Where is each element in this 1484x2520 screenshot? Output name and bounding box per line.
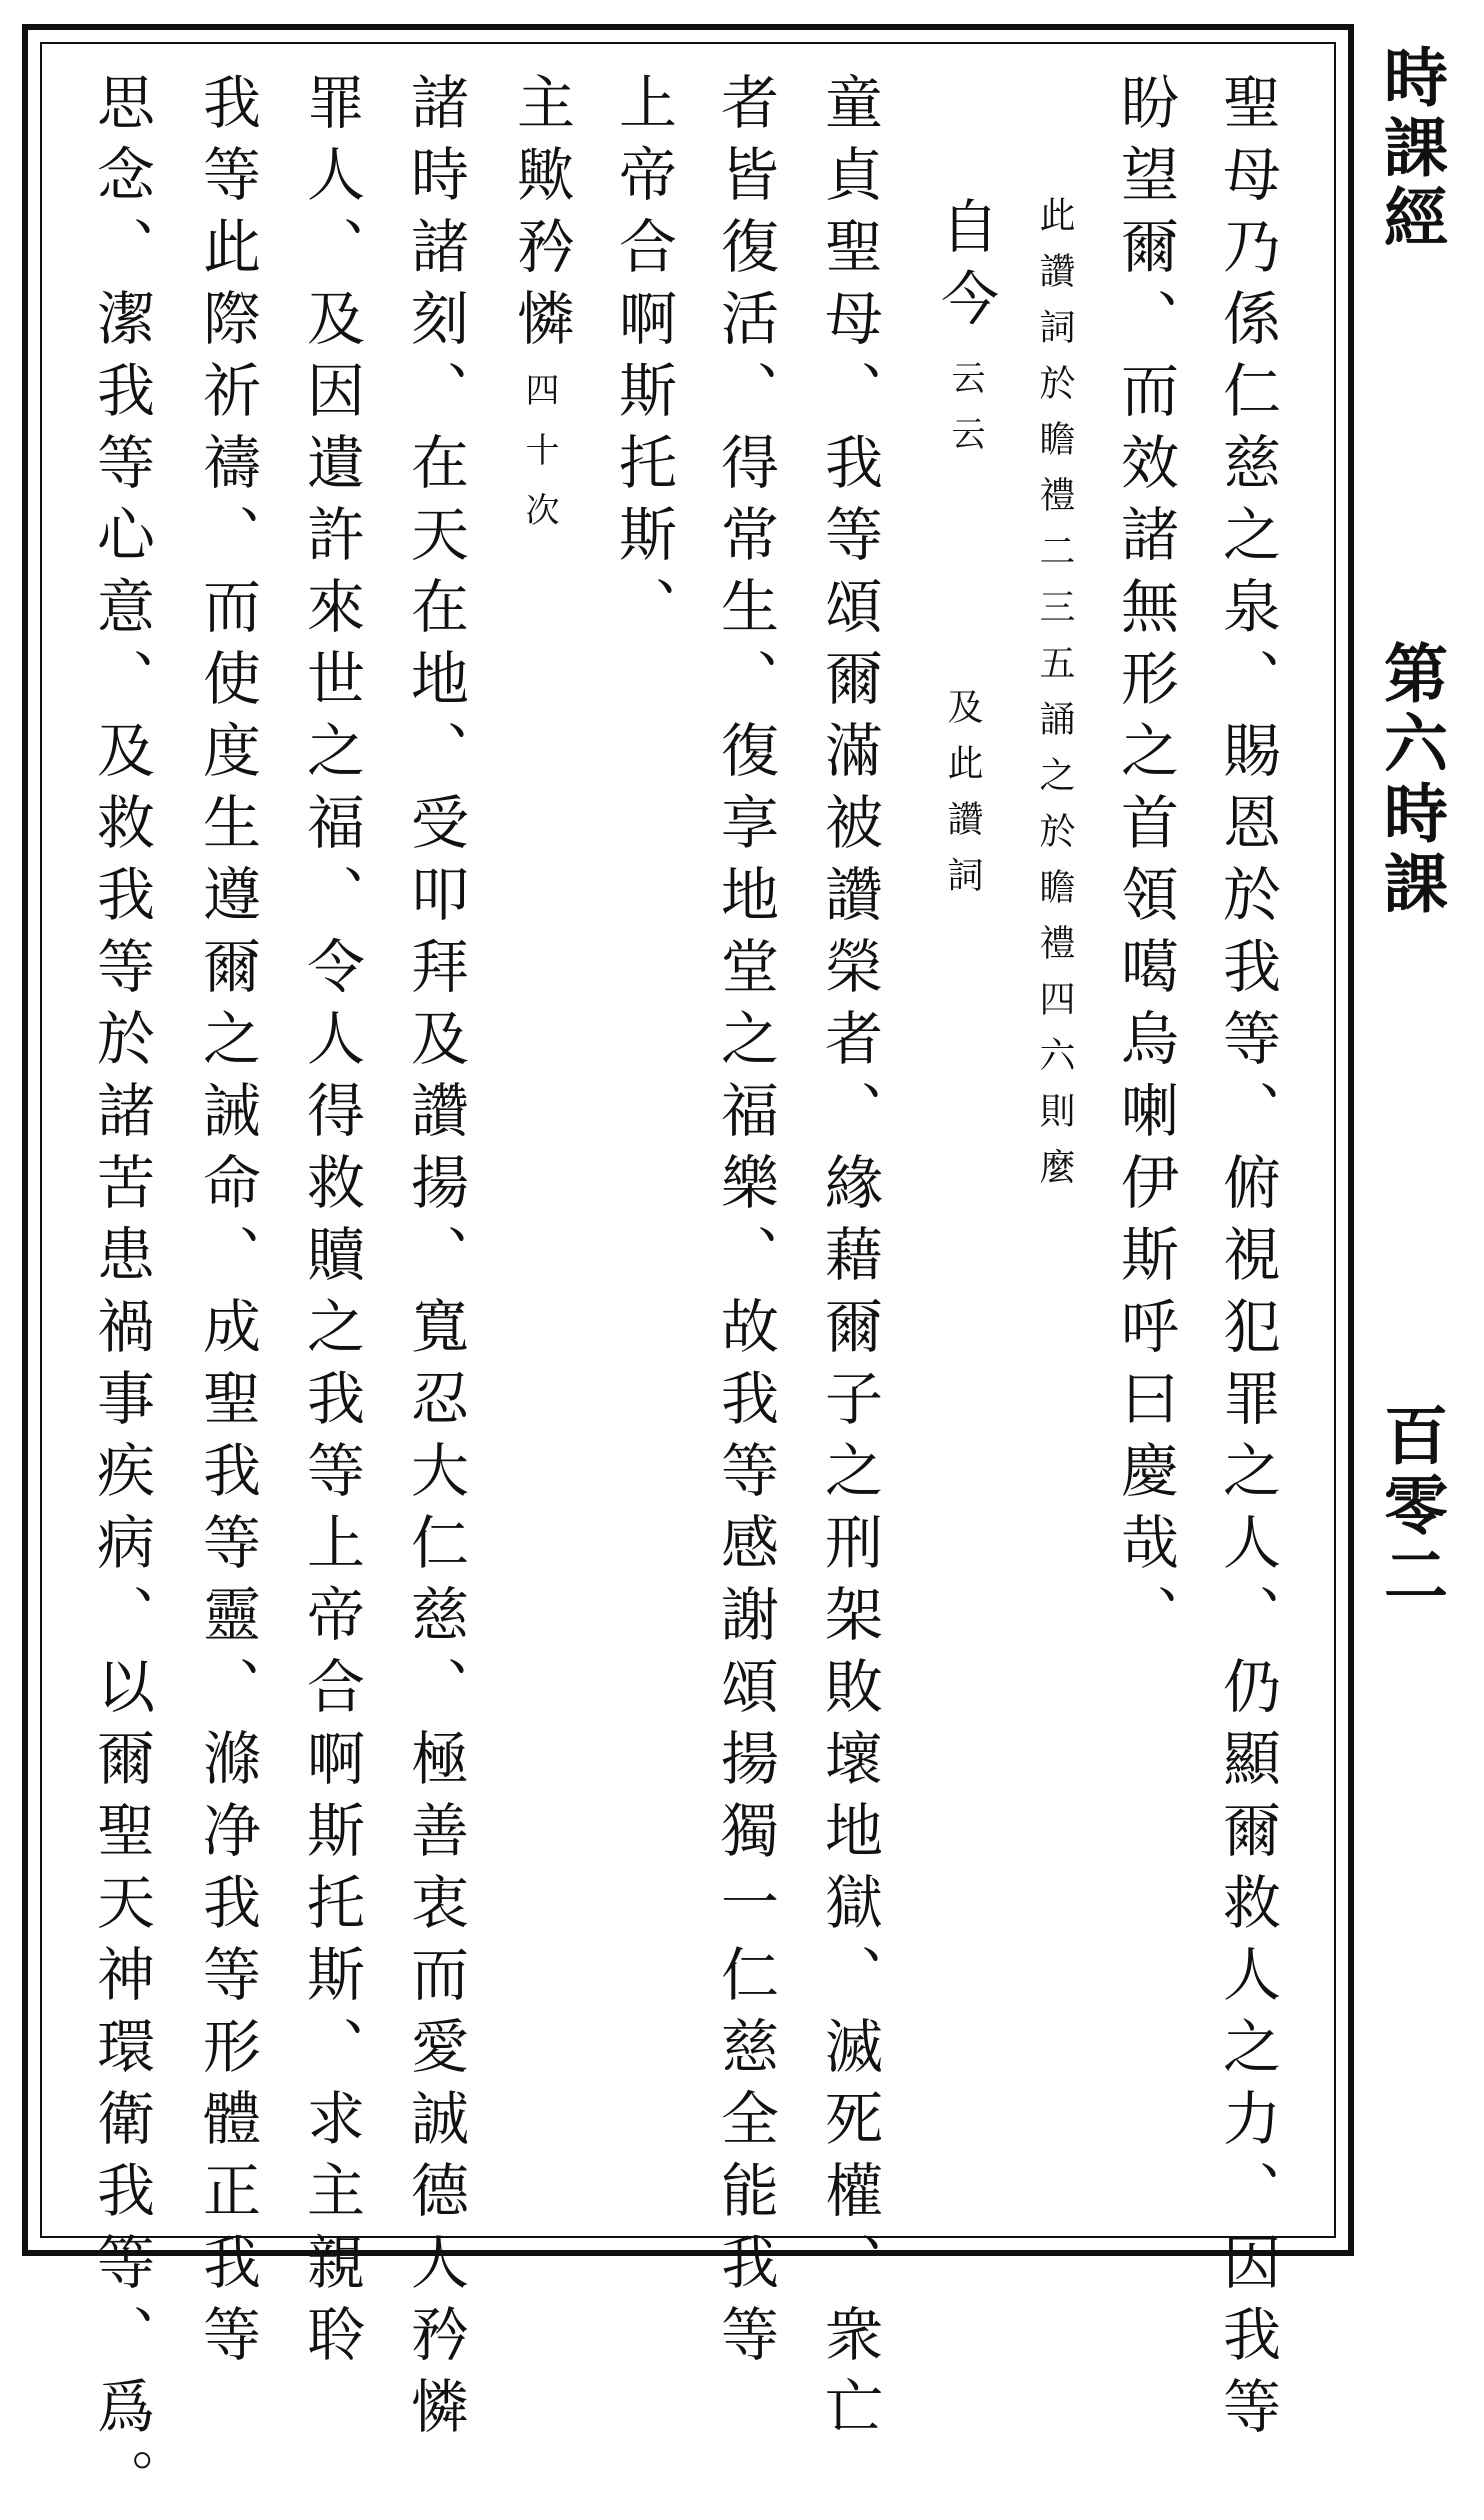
text-column-10: 罪人、及因遺許來世之福、令人得救贖之我等上帝合啊斯托斯、求主親聆 <box>297 72 365 2376</box>
rubric-note: 此讚詞於瞻禮二三五誦之於瞻禮四六則麼 <box>1034 196 1075 1204</box>
text-column-8-count: 四十次 <box>519 372 559 552</box>
chapter-heading: 第六時課 <box>1373 640 1448 920</box>
text-column-2: 盼望爾、而效諸無形之首領噶烏喇伊斯呼曰慶哉、 <box>1111 72 1179 1656</box>
text-column-6: 者皆復活、得常生、復享地堂之福樂、故我等感謝頌揚獨一仁慈全能我等 <box>711 72 779 2376</box>
text-column-12: 思念、潔我等心意、及救我等於諸苦患禍事疾病、以爾聖天神環衛我等、爲。 <box>87 72 155 2520</box>
text-column-7: 上帝合啊斯托斯、 <box>609 72 677 648</box>
text-column-8: 主歟矜憐 <box>507 72 575 360</box>
page-number: 百零二 <box>1373 1402 1448 1612</box>
text-column-4-end: 及此讚詞 <box>942 688 983 912</box>
text-column-1: 聖母乃係仁慈之泉、賜恩於我等、俯視犯罪之人、仍顯爾救人之力、因我等 <box>1213 72 1281 2448</box>
text-column-9: 諸時諸刻、在天在地、受叩拜及讚揚、寬忍大仁慈、極善衷而愛誠德人矜憐 <box>401 72 469 2448</box>
running-title: 時課經 <box>1373 44 1448 254</box>
text-column-5: 童貞聖母、我等頌爾滿被讚榮者、緣藉爾子之刑架敗壞地獄、滅死權、衆亡 <box>815 72 883 2448</box>
text-column-4-etcetera: 云云 <box>945 360 985 472</box>
text-column-11: 我等此際祈禱、而使度生遵爾之誡命、成聖我等靈、滌净我等形體正我等 <box>193 72 261 2376</box>
text-column-4-start: 自今 <box>931 196 999 340</box>
